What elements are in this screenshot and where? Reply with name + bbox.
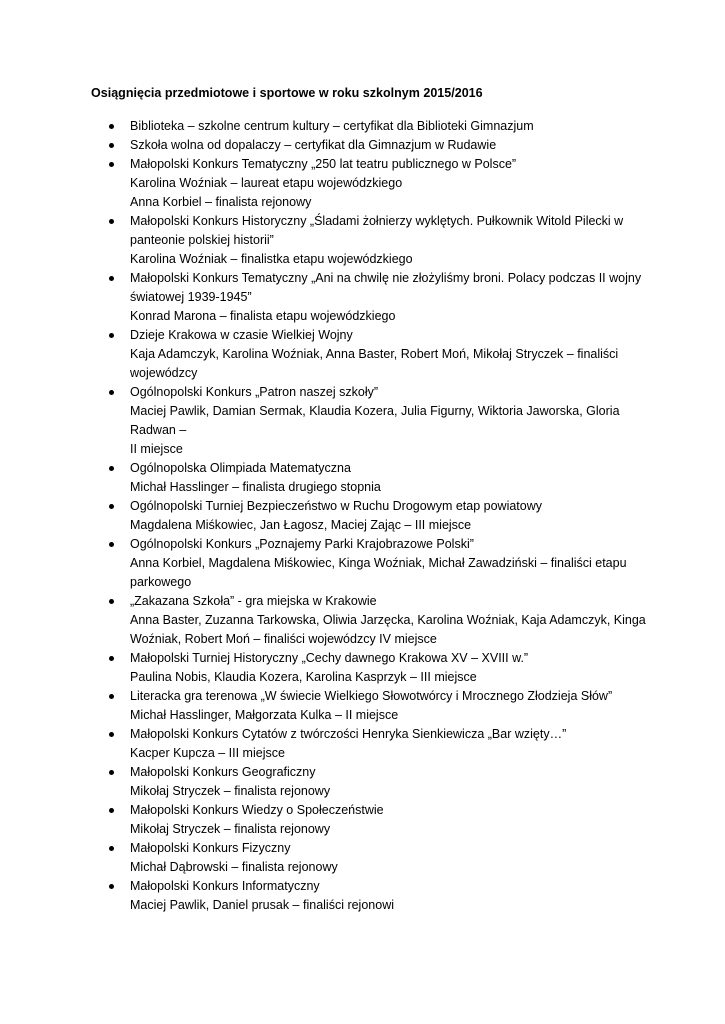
list-item xyxy=(0,535,725,592)
list-item-text: Ogólnopolski Konkurs „Patron naszej szkoły” xyxy=(130,385,379,399)
list-item-text: Małopolski Konkurs Cytatów z twórczości Henryka Sienkiewicza „Bar wzięty…” xyxy=(130,727,567,741)
list-item-text: Michał Dąbrowski – finalista rejonowy xyxy=(130,860,338,874)
list-item-text: Dzieje Krakowa w czasie Wielkiej Wojny xyxy=(130,328,353,342)
list-item-detail xyxy=(0,174,725,193)
list-item-text: Biblioteka – szkolne centrum kultury – certyfikat dla Biblioteki Gimnazjum xyxy=(130,119,534,133)
list-item-heading xyxy=(0,592,725,611)
list-item-text: Karolina Woźniak – finalistka etapu wojewódzkiego xyxy=(130,252,413,266)
list-item-heading xyxy=(0,383,725,402)
list-item-text: Paulina Nobis, Klaudia Kozera, Karolina Kasprzyk – III miejsce xyxy=(130,670,477,684)
list-item-text: Małopolski Konkurs Tematyczny „Ani na chwilę nie złożyliśmy broni. Polacy podczas II wojny xyxy=(130,271,642,285)
list-item-text: Karolina Woźniak – laureat etapu wojewódzkiego xyxy=(130,176,403,190)
list-item-text: Kaja Adamczyk, Karolina Woźniak, Anna Baster, Robert Moń, Mikołaj Stryczek – finaliści xyxy=(130,347,619,361)
list-item-detail xyxy=(0,896,725,915)
list-item-text: Magdalena Miśkowiec, Jan Łagosz, Maciej Zając – III miejsce xyxy=(130,518,472,532)
list-item-heading xyxy=(0,459,725,478)
list-item-heading xyxy=(0,763,725,782)
list-item xyxy=(0,649,725,687)
list-item-detail xyxy=(0,820,725,839)
list-item-heading xyxy=(0,687,725,706)
list-item-text: Radwan – xyxy=(130,423,187,437)
list-item-text: Ogólnopolski Turniej Bezpieczeństwo w Ruchu Drogowym etap powiatowy xyxy=(130,499,543,513)
list-item xyxy=(0,687,725,725)
list-item xyxy=(0,763,725,801)
list-item xyxy=(0,383,725,459)
list-item-text: Małopolski Konkurs Fizyczny xyxy=(130,841,291,855)
list-item-text: panteonie polskiej historii” xyxy=(130,233,274,247)
list-item-text: Anna Baster, Zuzanna Tarkowska, Oliwia Jarzęcka, Karolina Woźniak, Kaja Adamczyk, Kinga xyxy=(130,613,646,627)
list-item-detail xyxy=(0,440,725,459)
list-item-heading xyxy=(0,155,725,174)
list-item xyxy=(0,839,725,877)
list-item-detail xyxy=(0,250,725,269)
list-item-heading xyxy=(0,326,725,345)
list-item-heading xyxy=(0,801,725,820)
list-item-text: parkowego xyxy=(130,575,192,589)
list-item-text: Literacka gra terenowa „W świecie Wielkiego Słowotwórcy i Mrocznego Złodzieja Słów” xyxy=(130,689,613,703)
list-item-heading xyxy=(0,839,725,858)
list-item xyxy=(0,592,725,649)
list-item xyxy=(0,459,725,497)
list-item-detail xyxy=(0,364,725,383)
list-item xyxy=(0,117,725,136)
list-item-text: Małopolski Konkurs Informatyczny xyxy=(130,879,320,893)
document-title: Osiągnięcia przedmiotowe i sportowe w roku szkolnym 2015/2016 xyxy=(91,86,483,100)
list-item-heading xyxy=(0,269,725,288)
list-item-text: Ogólnopolska Olimpiada Matematyczna xyxy=(130,461,351,475)
list-item-text: Ogólnopolski Konkurs „Poznajemy Parki Krajobrazowe Polski” xyxy=(130,537,474,551)
list-item-detail xyxy=(0,307,725,326)
list-item-detail xyxy=(0,630,725,649)
list-item xyxy=(0,269,725,326)
list-item xyxy=(0,326,725,383)
list-item-text: Maciej Pawlik, Daniel prusak – finaliści rejonowi xyxy=(130,898,394,912)
list-item-heading xyxy=(0,877,725,896)
list-item xyxy=(0,497,725,535)
list-item xyxy=(0,136,725,155)
list-item-text: Anna Korbiel – finalista rejonowy xyxy=(130,195,312,209)
list-item-detail xyxy=(0,193,725,212)
list-item-text: Małopolski Konkurs Geograficzny xyxy=(130,765,316,779)
list-item-text: Konrad Marona – finalista etapu wojewódzkiego xyxy=(130,309,396,323)
list-item-detail xyxy=(0,421,725,440)
list-item-text: „Zakazana Szkoła” - gra miejska w Krakowie xyxy=(130,594,377,608)
list-item xyxy=(0,155,725,212)
list-item-text: Małopolski Konkurs Wiedzy o Społeczeństwie xyxy=(130,803,384,817)
list-item-text: Małopolski Konkurs Tematyczny „250 lat teatru publicznego w Polsce” xyxy=(130,157,517,171)
list-item-detail xyxy=(0,478,725,497)
list-item-text: wojewódzcy xyxy=(130,366,198,380)
list-item-heading xyxy=(0,136,725,155)
list-item-text: Michał Hasslinger, Małgorzata Kulka – II miejsce xyxy=(130,708,399,722)
list-item-heading xyxy=(0,535,725,554)
list-item-detail xyxy=(0,706,725,725)
list-item-detail xyxy=(0,573,725,592)
list-item-text: Woźniak, Robert Moń – finaliści wojewódzcy IV miejsce xyxy=(130,632,437,646)
list-item-detail xyxy=(0,345,725,364)
list-item xyxy=(0,212,725,269)
list-item-text: Maciej Pawlik, Damian Sermak, Klaudia Kozera, Julia Figurny, Wiktoria Jaworska, Gloria xyxy=(130,404,620,418)
list-item-heading xyxy=(0,649,725,668)
list-item-detail xyxy=(0,744,725,763)
list-item-detail xyxy=(0,402,725,421)
list-item-text: Małopolski Konkurs Historyczny „Śladami żołnierzy wyklętych. Pułkownik Witold Pilecki w xyxy=(130,214,624,228)
list-item xyxy=(0,801,725,839)
list-item xyxy=(0,725,725,763)
list-item-detail xyxy=(0,554,725,573)
list-item-text: Mikołaj Stryczek – finalista rejonowy xyxy=(130,784,331,798)
list-item xyxy=(0,877,725,915)
list-item-detail xyxy=(0,782,725,801)
list-item-detail xyxy=(0,231,725,250)
list-item-detail xyxy=(0,516,725,535)
list-item-text: Anna Korbiel, Magdalena Miśkowiec, Kinga Woźniak, Michał Zawadziński – finaliści etapu xyxy=(130,556,627,570)
list-item-heading xyxy=(0,497,725,516)
list-item-detail xyxy=(0,611,725,630)
list-item-text: Małopolski Turniej Historyczny „Cechy dawnego Krakowa XV – XVIII w.” xyxy=(130,651,529,665)
list-item-heading xyxy=(0,117,725,136)
list-item-heading xyxy=(0,725,725,744)
list-item-text: Mikołaj Stryczek – finalista rejonowy xyxy=(130,822,331,836)
list-item-text: Kacper Kupcza – III miejsce xyxy=(130,746,285,760)
list-item-detail xyxy=(0,858,725,877)
list-item-text: II miejsce xyxy=(130,442,183,456)
list-item-text: Michał Hasslinger – finalista drugiego stopnia xyxy=(130,480,381,494)
list-item-text: Szkoła wolna od dopalaczy – certyfikat dla Gimnazjum w Rudawie xyxy=(130,138,497,152)
list-item-heading xyxy=(0,212,725,231)
achievements-list xyxy=(0,117,725,915)
list-item-detail xyxy=(0,668,725,687)
list-item-text: światowej 1939-1945” xyxy=(130,290,252,304)
list-item-detail xyxy=(0,288,725,307)
